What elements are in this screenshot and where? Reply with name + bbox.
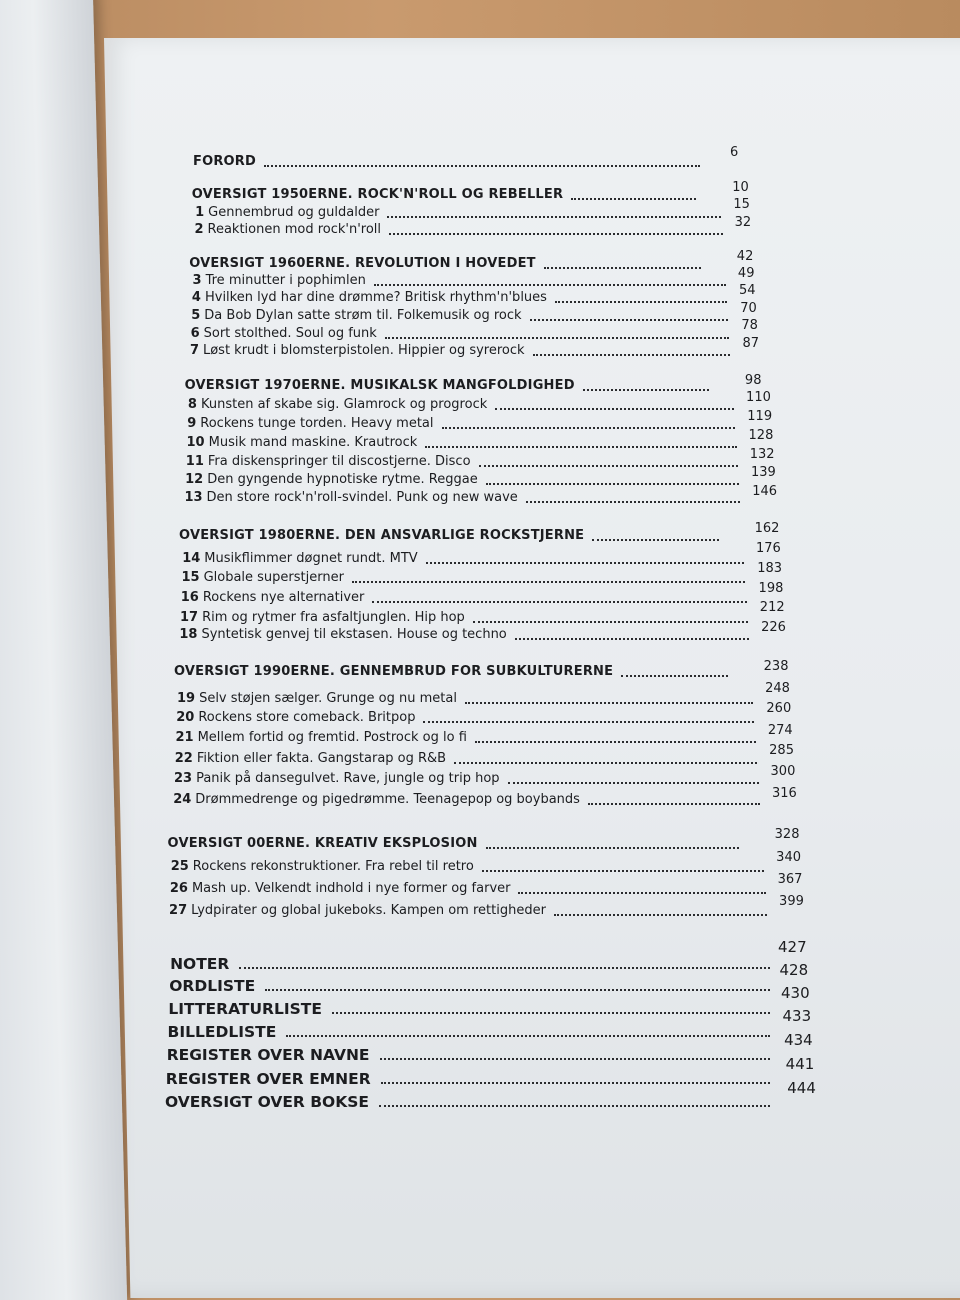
chapter-entry [171, 859, 474, 874]
dot-leader [583, 387, 709, 391]
chapter-number: 12 [185, 472, 204, 487]
chapter-page-number: 226 [761, 620, 786, 635]
chapter-page-number: 49 [737, 266, 755, 281]
chapter-number: 17 [179, 610, 199, 625]
chapter-entry [186, 454, 471, 469]
dot-leader [482, 868, 764, 872]
dot-leader [442, 425, 736, 429]
dot-leader [518, 890, 765, 894]
chapter-page-number: 132 [749, 447, 775, 462]
section-heading: OVERSIGT 1990ERNE. GENNEMBRUD FOR SUBKULTURERNE [173, 664, 614, 679]
chapter-number: 11 [185, 454, 204, 469]
section-heading: OVERSIGT 00ERNE. KREATIV EKSPLOSION [167, 836, 478, 851]
chapter-number: 20 [176, 710, 195, 725]
dot-leader [555, 299, 727, 303]
dot-leader [465, 700, 753, 704]
back-matter-title: LITTERATURLISTE [168, 1000, 322, 1018]
chapter-entry [181, 570, 343, 585]
chapter-title: Selv støjen sælger. Grunge og nu metal [199, 691, 457, 706]
chapter-title: Gennembrud og guldalder [208, 205, 380, 220]
dot-leader [530, 317, 729, 321]
section-heading: OVERSIGT 1960ERNE. REVOLUTION I HOVEDET [189, 256, 536, 271]
chapter-entry [174, 771, 500, 786]
section-heading: FORORD [193, 154, 256, 169]
chapter-entry [190, 343, 525, 358]
chapter-number: 9 [187, 416, 197, 431]
chapter-title: Rockens rekonstruktioner. Fra rebel til retro [192, 859, 474, 874]
chapter-entry [187, 435, 418, 450]
chapter-entry [192, 290, 547, 305]
chapter-page-number: 198 [758, 581, 784, 596]
dot-leader [588, 801, 760, 805]
dot-leader [387, 214, 721, 218]
chapter-entry [191, 308, 521, 323]
chapter-number: 1 [195, 205, 205, 220]
chapter-entry [187, 416, 433, 431]
chapter-title: Den store rock'n'roll-svindel. Punk og new wave [206, 490, 518, 505]
chapter-page-number: 316 [771, 786, 797, 801]
chapter-entry [169, 903, 546, 918]
chapter-page-number: 399 [779, 894, 804, 909]
dot-leader [592, 537, 718, 541]
chapter-number: 18 [179, 627, 198, 642]
chapter-title: Mellem fortid og fremtid. Postrock og lo fi [197, 730, 467, 745]
chapter-title: Rockens tunge torden. Heavy metal [200, 416, 434, 431]
chapter-number: 14 [182, 551, 201, 566]
chapter-page-number: 87 [742, 336, 760, 351]
chapter-entry [177, 691, 457, 706]
dot-leader [379, 1103, 770, 1107]
dot-leader [286, 1033, 770, 1037]
back-matter-title: OVERSIGT OVER BOKSE [164, 1093, 369, 1111]
chapter-entry [188, 397, 487, 412]
dot-leader [374, 282, 726, 286]
dot-leader [425, 444, 736, 448]
chapter-number: 24 [173, 792, 192, 807]
chapter-page-number: 139 [750, 465, 776, 480]
chapter-number: 4 [191, 290, 201, 305]
chapter-number: 7 [189, 343, 199, 358]
chapter-number: 21 [175, 730, 194, 745]
dot-leader [486, 481, 739, 485]
dot-leader [554, 912, 767, 916]
dot-leader [473, 619, 748, 623]
chapter-number: 19 [176, 691, 196, 706]
chapter-page-number: 110 [746, 390, 771, 405]
dot-leader [544, 265, 701, 269]
chapter-title: Rockens nye alternativer [202, 590, 365, 605]
chapter-title: Fiktion eller fakta. Gangstarap og R&B [196, 751, 447, 766]
dot-leader [264, 163, 700, 167]
dot-leader [372, 599, 746, 603]
dot-leader [475, 739, 756, 743]
back-matter-page-number: 441 [785, 1055, 815, 1073]
chapter-page-number: 248 [765, 681, 790, 696]
back-matter-page-number: 444 [787, 1079, 816, 1097]
section-heading: OVERSIGT 1970ERNE. MUSIKALSK MANGFOLDIGHED [184, 378, 575, 393]
dot-leader [426, 560, 744, 564]
chapter-number: 3 [192, 273, 202, 288]
chapter-title: Rim og rytmer fra asfaltjunglen. Hip hop [202, 610, 465, 625]
chapter-page-number: 274 [767, 723, 793, 738]
chapter-title: Mash up. Velkendt indhold i nye former og farver [191, 881, 511, 896]
chapter-page-number: 119 [747, 409, 773, 424]
section-heading: OVERSIGT 1980ERNE. DEN ANSVARLIGE ROCKSTJERNE [179, 528, 585, 543]
dot-leader [571, 196, 696, 200]
dot-leader [508, 780, 759, 784]
chapter-number: 22 [174, 751, 193, 766]
back-matter-page-number: 428 [779, 961, 809, 979]
chapter-entry [176, 710, 415, 725]
chapter-page-number: 340 [776, 850, 801, 865]
section-page-number: 162 [754, 521, 780, 536]
chapter-entry [182, 551, 417, 566]
dot-leader [533, 352, 731, 356]
section-page-number: 238 [763, 659, 789, 674]
dot-leader [332, 1010, 770, 1014]
chapter-entry [179, 627, 506, 642]
chapter-page-number: 183 [757, 561, 783, 576]
chapter-number: 25 [170, 859, 189, 874]
chapter-title: Kunsten af skabe sig. Glamrock og progrock [200, 397, 488, 412]
chapter-page-number: 176 [755, 541, 781, 556]
chapter-number: 13 [184, 490, 203, 505]
chapter-page-number: 285 [769, 743, 794, 758]
chapter-number: 27 [169, 903, 188, 918]
chapter-title: Syntetisk genvej til ekstasen. House og techno [201, 627, 507, 642]
back-matter-title: NOTER [170, 955, 230, 973]
section-page-number: 6 [730, 145, 739, 160]
chapter-page-number: 260 [766, 701, 792, 716]
chapter-page-number: 367 [777, 872, 803, 887]
back-matter-title: BILLEDLISTE [167, 1023, 277, 1041]
chapter-entry [195, 205, 379, 220]
chapter-entry [180, 610, 465, 625]
back-matter-page-number: 433 [782, 1007, 812, 1025]
dot-leader [526, 499, 740, 503]
back-matter-page-number: 427 [778, 938, 807, 956]
chapter-number: 5 [191, 308, 201, 323]
dot-leader [352, 579, 745, 583]
chapter-number: 10 [186, 435, 205, 450]
chapter-entry [193, 273, 366, 288]
chapter-page-number: 146 [752, 484, 778, 499]
chapter-entry [191, 326, 377, 341]
chapter-title: Musik mand maskine. Krautrock [208, 435, 418, 450]
chapter-entry [170, 881, 511, 896]
back-matter-page-number: 430 [781, 984, 810, 1002]
dot-leader [389, 231, 723, 235]
back-matter-title: REGISTER OVER EMNER [165, 1070, 371, 1088]
chapter-title: Rockens store comeback. Britpop [198, 710, 416, 725]
back-matter-title: ORDLISTE [169, 977, 256, 995]
chapter-number: 23 [173, 771, 193, 786]
chapter-page-number: 70 [740, 301, 757, 316]
chapter-number: 6 [190, 326, 200, 341]
dot-leader [479, 463, 738, 467]
chapter-title: Tre minutter i pophimlen [205, 273, 366, 288]
chapter-title: Sort stolthed. Soul og funk [203, 326, 377, 341]
chapter-page-number: 300 [770, 764, 796, 779]
chapter-page-number: 15 [733, 197, 750, 212]
dot-leader [385, 335, 730, 339]
chapter-number: 26 [169, 881, 188, 896]
dot-leader [454, 760, 757, 764]
dot-leader [265, 987, 770, 991]
section-page-number: 10 [732, 180, 749, 195]
back-matter-page-number: 434 [784, 1031, 813, 1049]
dot-leader [239, 965, 770, 969]
chapter-title: Den gyngende hypnotiske rytme. Reggae [207, 472, 478, 487]
section-page-number: 328 [774, 827, 800, 842]
chapter-title: Løst krudt i blomsterpistolen. Hippier og syrerock [202, 343, 525, 358]
chapter-title: Reaktionen mod rock'n'roll [207, 222, 382, 237]
chapter-number: 8 [187, 397, 197, 412]
chapter-title: Panik på dansegulvet. Rave, jungle og trip hop [196, 771, 500, 786]
chapter-title: Musikflimmer døgnet rundt. MTV [204, 551, 418, 566]
chapter-entry [173, 792, 580, 807]
chapter-title: Da Bob Dylan satte strøm til. Folkemusik og rock [204, 308, 522, 323]
chapter-title: Fra diskenspringer til discostjerne. Disco [207, 454, 471, 469]
back-matter-title: REGISTER OVER NAVNE [166, 1046, 370, 1064]
dot-leader [495, 406, 734, 410]
section-page-number: 42 [736, 249, 754, 264]
chapter-entry [184, 490, 517, 505]
chapter-entry [175, 751, 446, 766]
chapter-number: 16 [180, 590, 199, 605]
chapter-page-number: 54 [739, 283, 756, 298]
dot-leader [515, 636, 749, 640]
chapter-title: Lydpirater og global jukeboks. Kampen om rettigheder [191, 903, 546, 918]
dot-leader [486, 845, 739, 849]
chapter-title: Hvilken lyd har dine drømme? Britisk rhythm'n'blues [204, 290, 547, 305]
chapter-page-number: 78 [741, 318, 758, 333]
chapter-page-number: 128 [748, 428, 774, 443]
chapter-entry [181, 590, 365, 605]
chapter-title: Drømmedrenge og pigedrømme. Teenagepop og boybands [195, 792, 580, 807]
chapter-title: Globale superstjerner [203, 570, 344, 585]
chapter-entry [176, 730, 467, 745]
dot-leader [621, 673, 727, 677]
chapter-entry [194, 222, 381, 237]
section-heading: OVERSIGT 1950ERNE. ROCK'N'ROLL OG REBELLER [191, 187, 564, 202]
chapter-entry [185, 472, 478, 487]
chapter-page-number: 32 [734, 215, 752, 230]
section-page-number: 98 [744, 373, 762, 388]
chapter-number: 2 [194, 222, 204, 237]
dot-leader [381, 1080, 770, 1084]
chapter-number: 15 [181, 570, 200, 585]
dot-leader [423, 719, 754, 723]
dot-leader [380, 1056, 770, 1060]
chapter-page-number: 212 [759, 600, 785, 615]
